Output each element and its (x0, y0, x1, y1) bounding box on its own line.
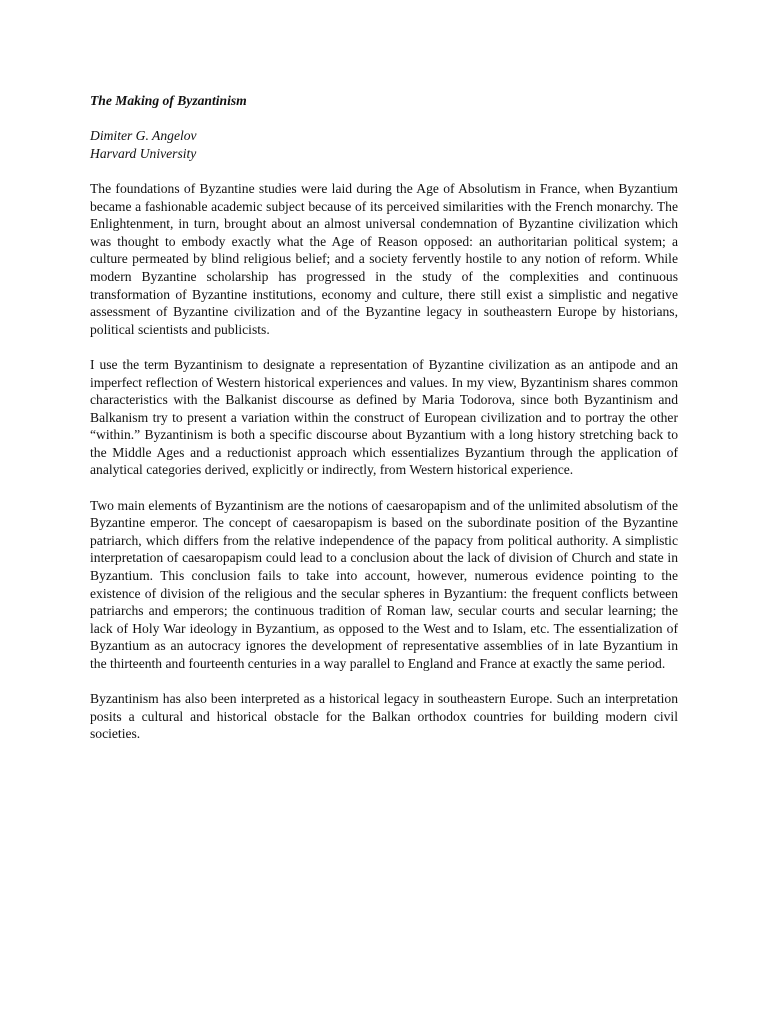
author-name: Dimiter G. Angelov (90, 128, 197, 144)
paragraph-2: I use the term Byzantinism to designate a representation of Byzantine civilization as an antipode and an imperfect reflection of Western historical experiences and values. In my view, Byzantinism shares common characteristics with the Balkanist discourse as defined by Maria Todorova, since both Byzantinism and Balkanism try to present a variation within the construct of European civilization and to portray the other “within.” Byzantinism is both a specific discourse about Byzantium with a long history stretching back to the Middle Ages and a reductionist approach which essentializes Byzantium through the application of analytical categories derived, explicitly or indirectly, from Western historical experience. (90, 356, 678, 478)
paragraph-4: Byzantinism has also been interpreted as a historical legacy in southeastern Europe. Such an interpretation posits a cultural and historical obstacle for the Balkan orthodox countries for building modern civil societies. (90, 691, 678, 742)
paragraph-3: Two main elements of Byzantinism are the notions of caesaropapism and of the unlimited absolutism of the Byzantine emperor. The concept of caesaropapism is based on the subordinate position of the Byzantine patriarch, which differs from the relative independence of the papacy from political authority. A simplistic interpretation of caesaropapism could lead to a conclusion about the lack of division of Church and state in Byzantium. This conclusion fails to take into account, however, numerous evidence pointing to the existence of division of the religious and the secular spheres in Byzantium: the frequent conflicts between patriarchs and emperors; the continuous tradition of Roman law, secular courts and secular learning; the lack of Holy War ideology in Byzantium, as opposed to the West and to Islam, etc. The essentialization of Byzantium as an autocracy ignores the development of representative assemblies of in late Byzantium in the thirteenth and fourteenth centuries in a way parallel to England and France at exactly the same period. (90, 497, 678, 671)
document-page (90, 92, 678, 761)
paragraph-1: The foundations of Byzantine studies were laid during the Age of Absolutism in France, when Byzantium became a fashionable academic subject because of its perceived similarities with the French monarchy. The Enlightenment, in turn, brought about an almost universal condemnation of Byzantine civilization which was thought to embody exactly what the Age of Reason opposed: an authoritarian political system; a culture permeated by blind religious belief; and a society fervently hostile to any notion of reform. While modern Byzantine scholarship has progressed in the study of the complexities and continuous transformation of Byzantine institutions, economy and culture, there still exist a simplistic and negative assessment of Byzantine civilization and of the Byzantine legacy in southeastern Europe by historians, political scientists and publicists. (90, 180, 678, 337)
document-title: The Making of Byzantinism (90, 93, 247, 108)
author-affiliation: Harvard University (90, 145, 197, 161)
